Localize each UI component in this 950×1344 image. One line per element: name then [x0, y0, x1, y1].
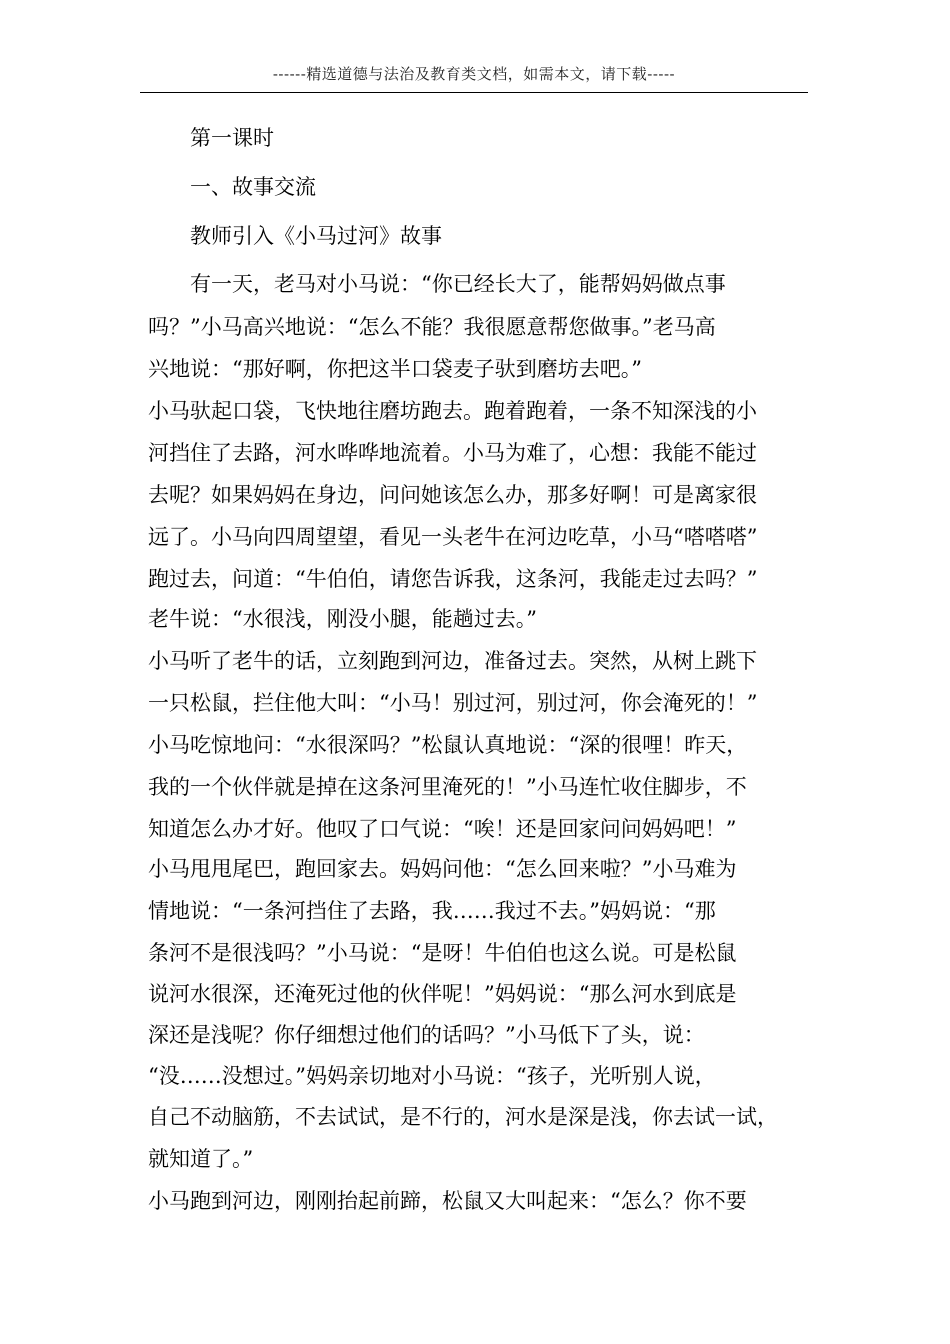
text-line: 一、故事交流 — [190, 175, 316, 199]
text-line: 有一天，老马对小马说：“你已经长大了，能帮妈妈做点事 — [190, 272, 726, 296]
header-rule — [140, 92, 808, 93]
text-line: 吗？”小马高兴地说：“怎么不能？我很愿意帮您做事。”老马高 — [148, 315, 716, 339]
text-line: 说河水很深，还淹死过他的伙伴呢！”妈妈说：“那么河水到底是 — [148, 982, 737, 1006]
text-line: 小马驮起口袋，飞快地往磨坊跑去。跑着跑着，一条不知深浅的小 — [148, 399, 757, 423]
text-line: 第一课时 — [190, 126, 274, 150]
text-line: 自己不动脑筋，不去试试，是不行的，河水是深是浅，你去试一试， — [148, 1105, 778, 1129]
text-line: 小马跑到河边，刚刚抬起前蹄，松鼠又大叫起来：“怎么？你不要 — [148, 1189, 747, 1213]
text-line: 小马听了老牛的话，立刻跑到河边，准备过去。突然，从树上跳下 — [148, 649, 757, 673]
text-line: 条河不是很浅吗？”小马说：“是呀！牛伯伯也这么说。可是松鼠 — [148, 941, 737, 965]
text-line: 河挡住了去路，河水哗哗地流着。小马为难了，心想：我能不能过 — [148, 441, 757, 465]
text-line: “没……没想过。”妈妈亲切地对小马说：“孩子，光听别人说， — [148, 1064, 716, 1088]
text-line: 远了。小马向四周望望，看见一头老牛在河边吃草，小马“嗒嗒嗒” — [148, 525, 758, 549]
text-line: 深还是浅呢？你仔细想过他们的话吗？”小马低下了头，说： — [148, 1023, 705, 1047]
text-line: 小马甩甩尾巴，跑回家去。妈妈问他：“怎么回来啦？”小马难为 — [148, 857, 737, 881]
text-line: 老牛说：“水很浅，刚没小腿，能趟过去。” — [148, 607, 537, 631]
text-line: 兴地说：“那好啊，你把这半口袋麦子驮到磨坊去吧。” — [148, 357, 642, 381]
text-line: 情地说：“一条河挡住了去路，我……我过不去。”妈妈说：“那 — [148, 899, 716, 923]
text-line: 一只松鼠，拦住他大叫：“小马！别过河，别过河，你会淹死的！” — [148, 691, 758, 715]
text-line: 我的一个伙伴就是掉在这条河里淹死的！”小马连忙收住脚步，不 — [148, 775, 747, 799]
text-line: 跑过去，问道：“牛伯伯，请您告诉我，这条河，我能走过去吗？” — [148, 567, 758, 591]
text-line: 去呢？如果妈妈在身边，问问她该怎么办，那多好啊！可是离家很 — [148, 483, 757, 507]
text-line: 知道怎么办才好。他叹了口气说：“唉！还是回家问问妈妈吧！” — [148, 817, 737, 841]
text-line: 小马吃惊地问：“水很深吗？”松鼠认真地说：“深的很哩！昨天， — [148, 733, 748, 757]
page-header: ------精选道德与法治及教育类文档，如需本文，请下载----- — [272, 65, 676, 83]
text-line: 教师引入《小马过河》故事 — [190, 224, 442, 248]
text-line: 就知道了。” — [148, 1147, 254, 1171]
